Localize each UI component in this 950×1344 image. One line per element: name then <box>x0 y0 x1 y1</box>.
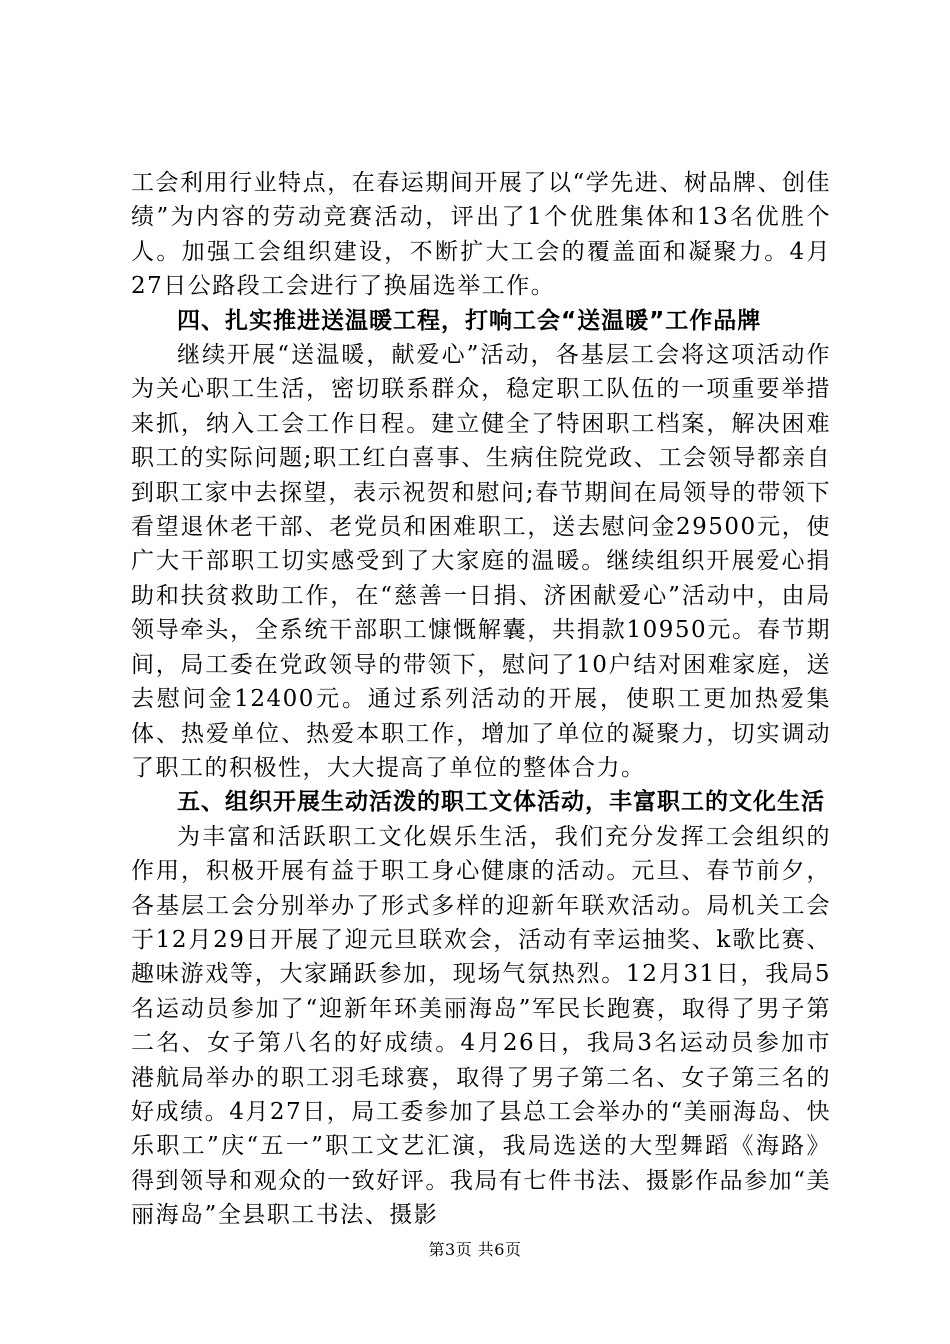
document-body <box>131 166 831 1233</box>
section-heading-4: 四、扎实推进送温暖工程，打响工会“送温暖”工作品牌 <box>177 307 762 334</box>
paragraph-warmth-project: 继续开展“送温暖，献爱心”活动，各基层工会将这项活动作为关心职工生活，密切联系群众，稳定职工队伍的一项重要举措来抓，纳入工会工作日程。建立健全了特困职工档案，解决困难职工的实际问题;职工红白喜事、生病住院党政、工会领导都亲自到职工家中去探望，表示祝贺和慰问;春节期间在局领导的带领下看望退休老干部、老党员和困难职工，送去慰问金29500元，使广大干部职工切实感受到了大家庭的温暖。继续组织开展爱心捐助和扶贫救助工作，在“慈善一日捐、济困献爱心”活动中，由局领导牵头，全系统干部职工慷慨解囊，共捐款10950元。春节期间，局工委在党政领导的带领下，慰问了10户结对困难家庭，送去慰问金12400元。通过系列活动的开展，使职工更加热爱集体、热爱单位、热爱本职工作，增加了单位的凝聚力，切实调动了职工的积极性，大大提高了单位的整体合力。 <box>131 342 831 781</box>
paragraph-labor-competition: 工会利用行业特点，在春运期间开展了以“学先进、树品牌、创佳绩”为内容的劳动竞赛活动，评出了1个优胜集体和13名优胜个人。加强工会组织建设，不断扩大工会的覆盖面和凝聚力。4月27日公路段工会进行了换届选举工作。 <box>131 170 831 300</box>
paragraph-cultural-activities: 为丰富和活跃职工文化娱乐生活，我们充分发挥工会组织的作用，积极开展有益于职工身心健康的活动。元旦、春节前夕，各基层工会分别举办了形式多样的迎新年联欢活动。局机关工会于12月29日开展了迎元旦联欢会，活动有幸运抽奖、k歌比赛、趣味游戏等，大家踊跃参加，现场气氛热烈。12月31日，我局5名运动员参加了“迎新年环美丽海岛”军民长跑赛，取得了男子第二名、女子第八名的好成绩。4月26日，我局3名运动员参加市港航局举办的职工羽毛球赛，取得了男子第二名、女子第三名的好成绩。4月27日，局工委参加了县总工会举办的“美丽海岛、快乐职工”庆“五一”职工文艺汇演，我局选送的大型舞蹈《海路》得到领导和观众的一致好评。我局有七件书法、摄影作品参加“美丽海岛”全县职工书法、摄影 <box>131 823 831 1229</box>
page-footer: 第3页 共6页 <box>428 1240 522 1259</box>
section-heading-5: 五、组织开展生动活泼的职工文体活动，丰富职工的文化生活 <box>177 789 825 816</box>
